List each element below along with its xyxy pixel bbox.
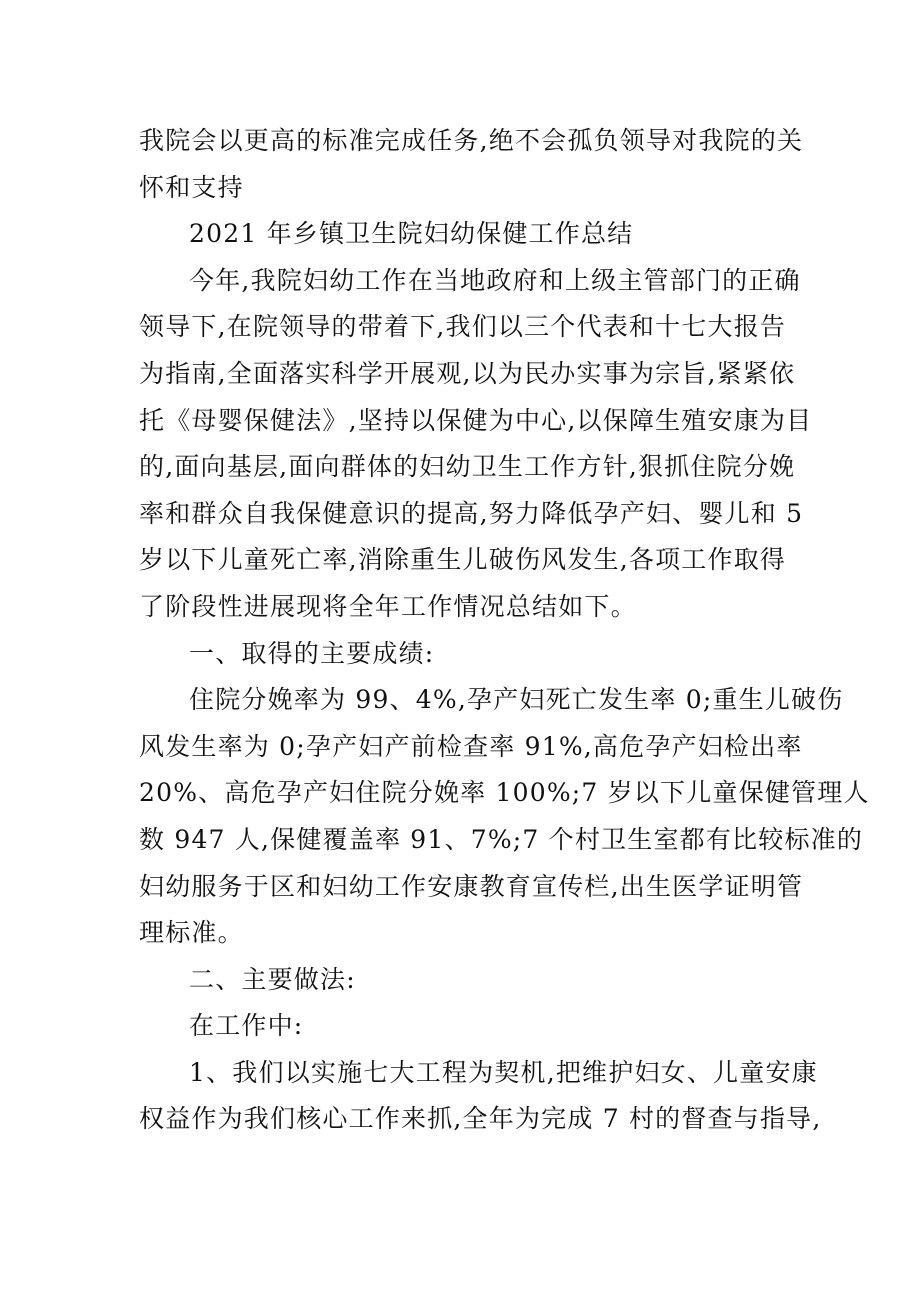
paragraph-line-15: 20%、高危孕产妇住院分娩率 100%;7 岁以下儿童保健管理人 — [139, 778, 870, 808]
paragraph-line-21: 1、我们以实施七大工程为契机,把维护妇女、儿童安康 — [189, 1057, 818, 1087]
paragraph-line-22: 权益作为我们核心工作来抓,全年为完成 7 村的督查与指导, — [139, 1104, 822, 1134]
paragraph-line-1: 我院会以更高的标准完成任务,绝不会孤负领导对我院的关 — [139, 126, 804, 155]
paragraph-line-16: 数 947 人,保健覆盖率 91、7%;7 个村卫生室都有比较标准的 — [139, 824, 864, 854]
paragraph-line-5: 领导下,在院领导的带着下,我们以三个代表和十七大报告 — [139, 312, 787, 342]
paragraph-line-14: 风发生率为 0;孕产妇产前检查率 91%,高危孕产妇检出率 — [139, 731, 803, 761]
document-title: 2021 年乡镇卫生院妇幼保健工作总结 — [189, 219, 634, 249]
section-heading-2: 二、主要做法: — [189, 964, 356, 994]
paragraph-line-7: 托《母婴保健法》,坚持以保健为中心,以保障生殖安康为目 — [139, 405, 813, 435]
paragraph-line-13: 住院分娩率为 99、4%,孕产妇死亡发生率 0;重生儿破伤 — [189, 685, 844, 715]
paragraph-line-11: 了阶段性进展现将全年工作情况总结如下。 — [139, 591, 637, 621]
paragraph-line-2: 怀和支持 — [139, 172, 244, 202]
paragraph-line-6: 为指南,全面落实科学开展观,以为民办实事为宗旨,紧紧依 — [139, 358, 796, 388]
section-heading-1: 一、取得的主要成绩: — [189, 638, 435, 668]
paragraph-line-9: 率和群众自我保健意识的提高,努力降低孕产妇、婴儿和 5 — [139, 498, 804, 528]
paragraph-line-4: 今年,我院妇幼工作在当地政府和上级主管部门的正确 — [189, 265, 801, 295]
paragraph-line-20: 在工作中: — [189, 1011, 304, 1041]
paragraph-line-8: 的,面向基层,面向群体的妇幼卫生工作方针,狠抓住院分娩 — [139, 452, 796, 482]
paragraph-line-17: 妇幼服务于区和妇幼工作安康教育宣传栏,出生医学证明管 — [139, 871, 804, 901]
paragraph-line-18: 理标准。 — [139, 918, 244, 948]
paragraph-line-10: 岁以下儿童死亡率,消除重生儿破伤风发生,各项工作取得 — [139, 545, 787, 575]
